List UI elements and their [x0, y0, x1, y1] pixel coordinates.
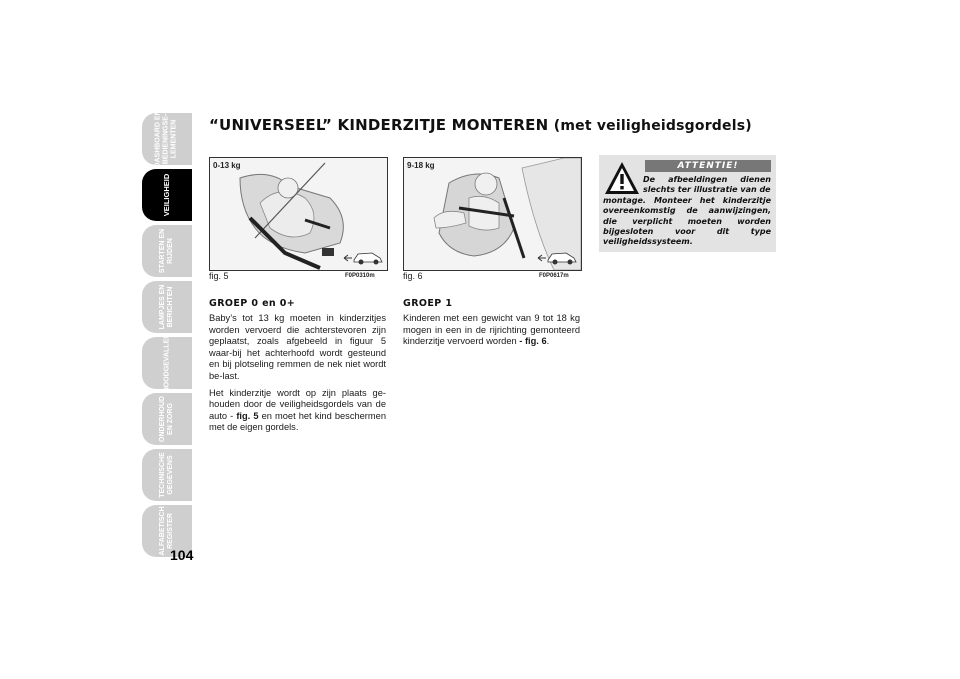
- tab-alfabetisch-register[interactable]: ALFABETISCH REGISTER: [142, 505, 192, 557]
- warning-box: [599, 155, 776, 252]
- car-direction-icon: [344, 253, 382, 265]
- figure-6-weight: 9-18 kg: [407, 161, 435, 170]
- warning-header: ATTENTIE!: [645, 160, 771, 172]
- group0-paragraph-2: Het kinderzitje wordt op zijn plaats ge-houden door de veiligheidsgordels van de auto - fig. 5 en moet het kind beschermen met de eigen gordels.: [209, 387, 386, 433]
- tab-noodgevallen[interactable]: NOODGEVALLEN: [142, 337, 192, 389]
- tab-dashboard[interactable]: DASHBOARD EN BEDIENINGSE- LEMENTEN: [142, 113, 192, 165]
- tab-starten-en-rijden[interactable]: STARTEN EN RIJDEN: [142, 225, 192, 277]
- fig6-reference: - fig. 6: [519, 336, 547, 347]
- figure-5-illustration: [209, 157, 388, 271]
- warning-text: [603, 175, 771, 248]
- title-main: “UNIVERSEEL” KINDERZITJE MONTEREN: [209, 116, 549, 134]
- figure-6-code: F0P0617m: [539, 273, 569, 279]
- title-sub: (met veiligheidsgordels): [553, 118, 752, 134]
- group1-heading: GROEP 1: [403, 298, 453, 309]
- group0-text: [209, 313, 386, 439]
- figure-5-weight: 0-13 kg: [213, 161, 241, 170]
- fig5-reference: fig. 5: [236, 410, 259, 421]
- page-number: 104: [170, 547, 194, 563]
- tab-veiligheid[interactable]: VEILIGHEID: [142, 169, 192, 221]
- figure-5-label: fig. 5: [209, 271, 229, 281]
- group1-text: [403, 313, 580, 353]
- warning-text-first: De afbeeldingen dienen slechts ter illustratie van de: [643, 175, 771, 195]
- figure-5-code: F0P0310m: [345, 273, 375, 279]
- group0-paragraph-1: Baby’s tot 13 kg moeten in kinderzitjes worden vervoerd die achterstevoren zijn geplaatst, zoals afgebeeld in figuur 5 waar-bij het achterhoofd wordt gesteund en bij plotseling remmen de nek niet wordt be-last.: [209, 313, 386, 381]
- figure-6-label: fig. 6: [403, 271, 423, 281]
- rear-facing-seat-drawing: [210, 158, 387, 270]
- tab-technische-gegevens[interactable]: TECHNISCHE GEGEVENS: [142, 449, 192, 501]
- page-title: [209, 116, 752, 134]
- group1-paragraph: Kinderen met een gewicht van 9 tot 18 kg mogen in een in de rijrichting gemonteerd kinderzitje vervoerd worden - fig. 6.: [403, 313, 580, 347]
- tab-onderhoud-en-zorg[interactable]: ONDERHOUD EN ZORG: [142, 393, 192, 445]
- group0-heading: GROEP 0 en 0+: [209, 298, 296, 309]
- forward-facing-seat-drawing: [404, 158, 581, 270]
- tab-lampjes-en-berichten[interactable]: LAMPJES EN BERICHTEN: [142, 281, 192, 333]
- warning-text-rest: montage. Monteer het kinderzitje overeenkomstig de aanwijzingen, die verplicht moeten worden bijgesloten voor dit type veiligheidssysteem.: [603, 195, 771, 247]
- figure-6-illustration: [403, 157, 582, 271]
